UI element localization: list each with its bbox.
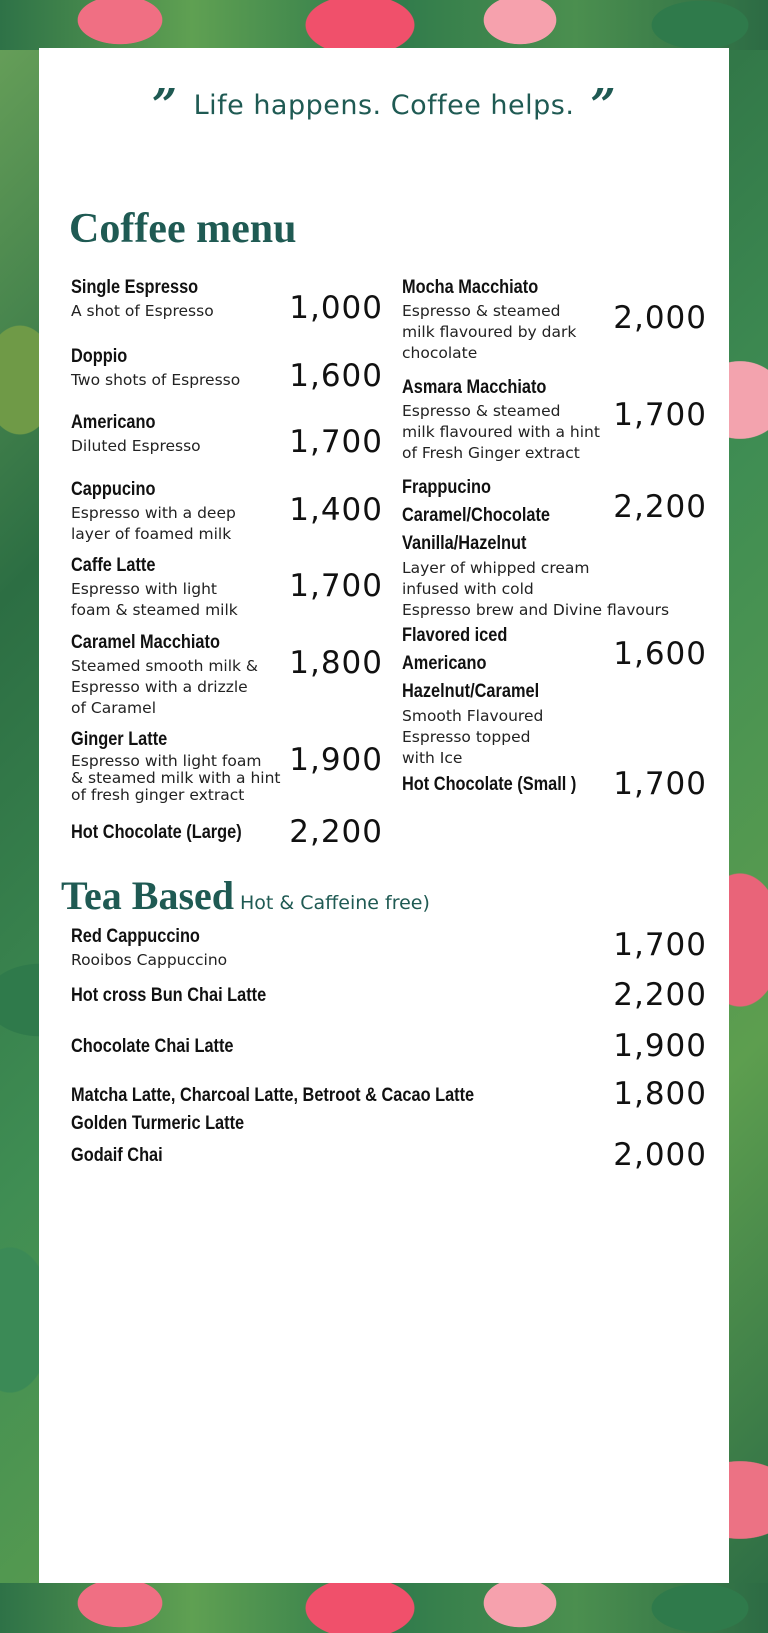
menu-item: [402, 772, 605, 798]
close-quote-icon: ”: [590, 80, 617, 131]
item-name: Asmara Macchiato: [402, 377, 547, 398]
menu-item: [402, 275, 576, 364]
item-name: Single Espresso: [71, 277, 199, 298]
item-description: Steamed smooth milk &: [71, 657, 259, 675]
item-price: 1,700: [613, 397, 707, 433]
item-description: Espresso & steamed: [402, 402, 561, 420]
open-quote-icon: ”: [151, 80, 178, 131]
item-description: infused with cold: [402, 580, 534, 598]
item-price: 2,000: [613, 1137, 707, 1173]
menu-item: [71, 1034, 260, 1060]
item-price: 2,200: [613, 489, 707, 525]
item-name: Vanilla/Hazelnut: [402, 533, 527, 554]
item-name: Chocolate Chai Latte: [71, 1036, 234, 1057]
item-description: Espresso with a deep: [71, 504, 236, 522]
menu-item: [402, 622, 561, 769]
item-name: Hot Chocolate (Small ): [402, 774, 577, 795]
item-name: Cappucino: [71, 479, 156, 500]
item-price: 1,000: [289, 290, 383, 326]
menu-item: [71, 727, 281, 804]
tagline: [0, 80, 768, 131]
item-name: Matcha Latte, Charcoal Latte, Betroot & Cacao Latte: [71, 1085, 475, 1106]
item-price: 1,700: [613, 766, 707, 802]
item-description: Espresso with light foam: [71, 752, 262, 770]
item-description: Diluted Espresso: [71, 437, 201, 455]
coffee-menu-title: Coffee menu: [69, 206, 297, 252]
item-description: foam & steamed milk: [71, 601, 238, 619]
item-name: Caffe Latte: [71, 555, 156, 576]
item-description: of Fresh Ginger extract: [402, 444, 580, 462]
item-name: Hot cross Bun Chai Latte: [71, 985, 267, 1006]
item-description: A shot of Espresso: [71, 302, 214, 320]
tea-title: Tea Based: [61, 873, 235, 918]
item-description: of Caramel: [71, 699, 157, 717]
item-name: Godaif Chai: [71, 1145, 163, 1166]
item-description: Espresso brew and Divine flavours: [402, 601, 670, 619]
item-description: of fresh ginger extract: [71, 786, 245, 804]
item-description: Smooth Flavoured: [402, 707, 544, 725]
item-description: with Ice: [402, 749, 463, 767]
item-description: Espresso & steamed: [402, 302, 561, 320]
menu-item: [71, 553, 238, 621]
menu-item: [71, 477, 236, 545]
floral-border-bottom: [0, 1583, 768, 1633]
item-name: Caramel Macchiato: [71, 632, 220, 653]
item-price: 1,700: [613, 927, 707, 963]
item-name: Doppio: [71, 346, 128, 367]
item-description: chocolate: [402, 344, 478, 362]
menu-item: [71, 630, 258, 719]
menu-item: [71, 1143, 178, 1169]
item-description: milk flavoured by dark: [402, 323, 577, 341]
menu-item: [71, 924, 227, 971]
tea-section-title: [61, 872, 430, 919]
item-description: & steamed milk with a hint: [71, 769, 281, 787]
item-description: Espresso with a drizzle: [71, 678, 248, 696]
menu-item: [402, 375, 600, 464]
item-price: 1,600: [613, 636, 707, 672]
item-name: Americano: [402, 653, 487, 674]
item-price: 1,400: [289, 492, 383, 528]
item-price: 1,600: [289, 358, 383, 394]
item-name: Golden Turmeric Latte: [71, 1113, 245, 1134]
menu-item: [71, 1082, 540, 1138]
item-name: Frappucino: [402, 477, 491, 498]
item-description: Layer of whipped cream: [402, 559, 590, 577]
item-description: layer of foamed milk: [71, 525, 232, 543]
item-price: 2,200: [613, 977, 707, 1013]
floral-border-top: [0, 0, 768, 50]
item-price: 1,900: [289, 742, 383, 778]
tea-subtitle: Hot & Caffeine free): [240, 892, 430, 914]
menu-item: [71, 344, 240, 391]
item-name: Flavored iced: [402, 625, 508, 646]
item-name: Hazelnut/Caramel: [402, 681, 540, 702]
item-price: 2,200: [289, 814, 383, 850]
item-price: 2,000: [613, 300, 707, 336]
item-name: Hot Chocolate (Large): [71, 822, 242, 843]
item-description: Two shots of Espresso: [71, 371, 241, 389]
item-price: 1,800: [289, 645, 383, 681]
item-description: milk flavoured with a hint: [402, 423, 600, 441]
menu-item: [71, 275, 219, 322]
item-price: 1,900: [613, 1028, 707, 1064]
item-name: Mocha Macchiato: [402, 277, 539, 298]
item-name: Caramel/Chocolate: [402, 505, 551, 526]
item-name: Red Cappuccino: [71, 926, 200, 947]
item-name: Americano: [71, 412, 156, 433]
item-description: Rooibos Cappuccino: [71, 951, 228, 969]
menu-item: [71, 820, 269, 846]
menu-item: [71, 983, 298, 1009]
menu-item: [71, 410, 201, 457]
item-description: Espresso topped: [402, 728, 531, 746]
item-description: Espresso with light: [71, 580, 218, 598]
item-price: 1,800: [613, 1076, 707, 1112]
tagline-text: Life happens. Coffee helps.: [193, 90, 575, 121]
item-price: 1,700: [289, 568, 383, 604]
item-name: Ginger Latte: [71, 729, 168, 750]
item-price: 1,700: [289, 424, 383, 460]
